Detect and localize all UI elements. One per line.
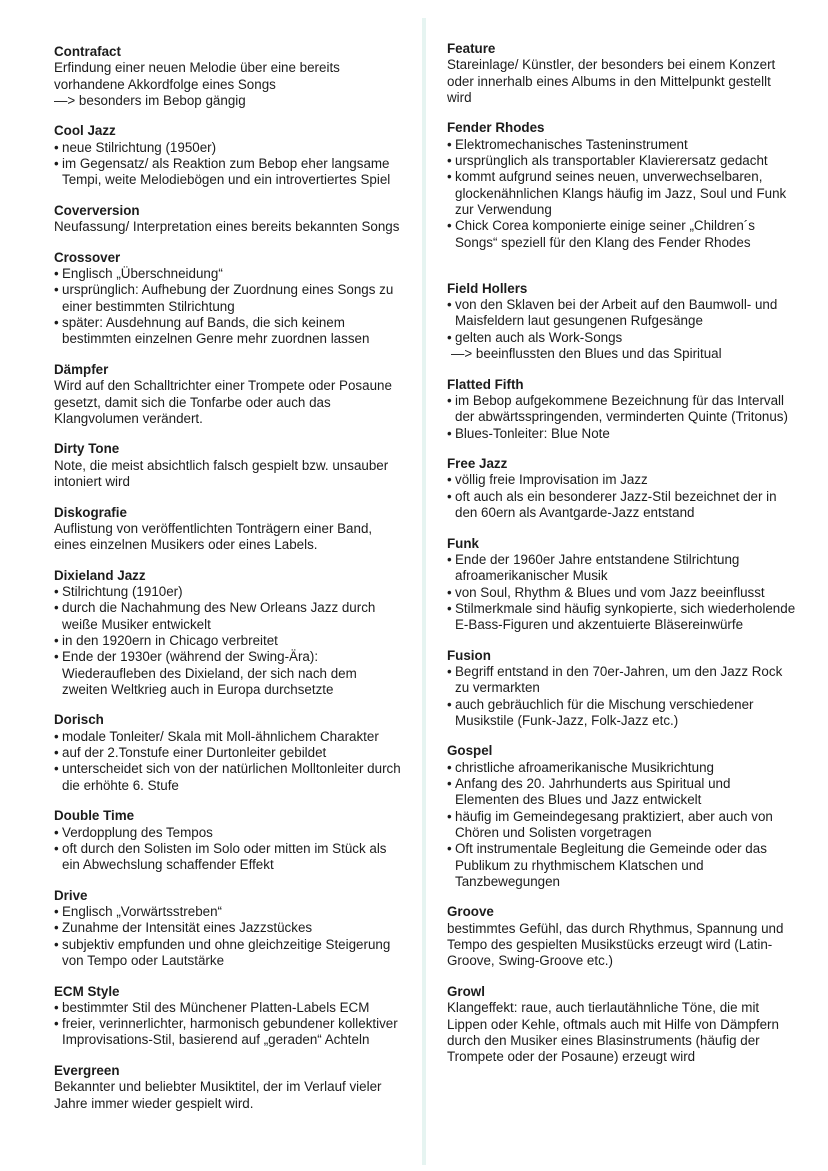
glossary-definition: Note, die meist absichtlich falsch gespielt bzw. unsauber intoniert wird xyxy=(54,457,389,490)
glossary-entry-feature xyxy=(447,41,797,106)
glossary-term: Dirty Tone xyxy=(54,441,120,457)
glossary-note: —> besonders im Bebop gängig xyxy=(54,92,246,108)
glossary-entry-funk xyxy=(447,536,797,634)
glossary-bullet: • Elektromechanisches Tasteninstrument xyxy=(447,137,797,153)
glossary-bullet-list xyxy=(54,140,404,189)
glossary-bullet: • Englisch „Vorwärtsstreben“ xyxy=(54,904,404,920)
glossary-term: ECM Style xyxy=(54,983,120,999)
glossary-entry-growl xyxy=(447,984,797,1065)
glossary-bullet: • Stilrichtung (1910er) xyxy=(54,584,404,600)
glossary-bullet: • Englisch „Überschneidung“ xyxy=(54,266,404,282)
glossary-bullet: • Verdopplung des Tempos xyxy=(54,825,404,841)
glossary-term: Fender Rhodes xyxy=(447,120,545,136)
glossary-term: Drive xyxy=(54,887,88,903)
glossary-term: Dorisch xyxy=(54,712,104,728)
glossary-definition: Bekannter und beliebter Musiktitel, der im Verlauf vieler Jahre immer wieder gespielt wird. xyxy=(54,1079,382,1111)
glossary-entry-coverversion xyxy=(54,203,404,236)
glossary-bullet-list xyxy=(447,760,797,890)
glossary-definition: Auflistung von veröffentlichten Tonträgern einer Band, eines einzelnen Musikers oder eines Labels. xyxy=(54,520,373,553)
glossary-entry-flatted-fifth xyxy=(447,377,797,442)
glossary-bullet: • völlig freie Improvisation im Jazz xyxy=(447,472,797,488)
glossary-bullet: • bestimmter Stil des Münchener Platten-Labels ECM xyxy=(54,1000,404,1016)
glossary-term: Growl xyxy=(447,983,485,999)
glossary-bullet: • oft durch den Solisten im Solo oder mitten im Stück als ein Abwechslung schaffender Effekt xyxy=(54,841,404,874)
glossary-term: Diskografie xyxy=(54,504,127,520)
glossary-bullet: • gelten auch als Work-Songs xyxy=(447,330,797,346)
glossary-bullet: • später: Ausdehnung auf Bands, die sich keinem bestimmten einzelnen Genre mehr zuordnen lassen xyxy=(54,315,404,348)
glossary-bullet-list xyxy=(447,137,797,251)
glossary-bullet-list xyxy=(447,297,797,362)
glossary-bullet-list xyxy=(54,904,404,969)
glossary-bullet: • auch gebräuchlich für die Mischung verschiedener Musikstile (Funk-Jazz, Folk-Jazz etc.) xyxy=(447,697,797,730)
glossary-entry-contrafact xyxy=(54,44,404,109)
glossary-bullet: • auf der 2.Tonstufe einer Durtonleiter gebildet xyxy=(54,745,404,761)
glossary-term: Gospel xyxy=(447,743,493,759)
glossary-entry-gospel xyxy=(447,743,797,890)
glossary-bullet-list xyxy=(447,552,797,633)
column-divider xyxy=(422,18,426,1165)
glossary-bullet: • unterscheidet sich von der natürlichen Molltonleiter durch die erhöhte 6. Stufe xyxy=(54,761,404,794)
glossary-bullet: • christliche afroamerikanische Musikrichtung xyxy=(447,760,797,776)
glossary-definition: Erfindung einer neuen Melodie über eine bereits vorhandene Akkordfolge eines Songs xyxy=(54,60,340,92)
glossary-bullet: • Chick Corea komponierte einige seiner „Children´s Songs“ speziell für den Klang des Fender Rhodes xyxy=(447,218,797,251)
glossary-entry-diskografie xyxy=(54,505,404,554)
glossary-bullet: • Begriff entstand in den 70er-Jahren, um den Jazz Rock zu vermarkten xyxy=(447,664,797,697)
glossary-entry-dirty-tone xyxy=(54,441,404,490)
glossary-bullet: • Stilmerkmale sind häufig synkopierte, sich wiederholende E-Bass-Figuren und akzentuierte Bläsereinwürfe xyxy=(447,601,797,634)
glossary-bullet: • oft auch als ein besonderer Jazz-Stil bezeichnet der in den 60ern als Avantgarde-Jazz entstand xyxy=(447,489,797,522)
glossary-entry-evergreen xyxy=(54,1063,404,1112)
glossary-term: Dixieland Jazz xyxy=(54,567,146,583)
glossary-term: Evergreen xyxy=(54,1063,120,1078)
glossary-entry-dorisch xyxy=(54,712,404,793)
glossary-term: Cool Jazz xyxy=(54,123,116,139)
glossary-entry-daempfer xyxy=(54,362,404,427)
glossary-bullet: • ursprünglich: Aufhebung der Zuordnung eines Songs zu einer bestimmten Stilrichtung xyxy=(54,282,404,315)
glossary-definition: Neufassung/ Interpretation eines bereits bekannten Songs xyxy=(54,219,400,235)
glossary-bullet: • Oft instrumentale Begleitung die Gemeinde oder das Publikum zu rhythmischem Klatschen und Tanzbewegungen xyxy=(447,841,797,890)
glossary-bullet: • im Gegensatz/ als Reaktion zum Bebop eher langsame Tempi, weite Melodiebögen und ein introvertiertes Spiel xyxy=(54,156,404,189)
glossary-bullet: • häufig im Gemeindegesang praktiziert, aber auch von Chören und Solisten vorgetragen xyxy=(447,809,797,842)
glossary-bullet: • Blues-Tonleiter: Blue Note xyxy=(447,426,797,442)
glossary-entry-drive xyxy=(54,888,404,969)
glossary-column-left xyxy=(54,44,404,1126)
glossary-definition: Stareinlage/ Künstler, der besonders bei einem Konzert oder innerhalb eines Albums in den Mittelpunkt gestellt wird xyxy=(447,57,776,105)
glossary-term: Double Time xyxy=(54,808,135,824)
glossary-entry-fender-rhodes xyxy=(447,120,797,250)
glossary-bullet: • durch die Nachahmung des New Orleans Jazz durch weiße Musiker entwickelt xyxy=(54,600,404,633)
glossary-note: —> beeinflussten den Blues und das Spiritual xyxy=(451,346,722,362)
glossary-entry-ecm-style xyxy=(54,984,404,1049)
glossary-bullet-list xyxy=(54,729,404,794)
glossary-term: Groove xyxy=(447,904,494,920)
glossary-bullet: • kommt aufgrund seines neuen, unverwechselbaren, glockenähnlichen Klangs häufig im Jazz, Soul und Funk zur Verwendung xyxy=(447,169,797,218)
glossary-bullet-list xyxy=(447,664,797,729)
glossary-bullet: • von den Sklaven bei der Arbeit auf den Baumwoll- und Maisfeldern laut gesungenen Rufgesänge xyxy=(447,297,797,330)
glossary-bullet-list xyxy=(54,825,404,874)
glossary-term: Flatted Fifth xyxy=(447,376,524,392)
glossary-entry-dixieland-jazz xyxy=(54,568,404,698)
glossary-term: Fusion xyxy=(447,647,491,663)
glossary-entry-double-time xyxy=(54,808,404,873)
glossary-bullet: • Ende der 1930er (während der Swing-Ära): Wiederaufleben des Dixieland, der sich nach dem zweiten Weltkrieg auch in Europa durchsetzte xyxy=(54,649,404,698)
glossary-bullet: • modale Tonleiter/ Skala mit Moll-ähnlichem Charakter xyxy=(54,729,404,745)
glossary-term: Free Jazz xyxy=(447,456,508,472)
glossary-column-right xyxy=(447,41,797,1080)
glossary-bullet-list xyxy=(447,393,797,442)
glossary-term: Coverversion xyxy=(54,202,140,218)
glossary-bullet: • Zunahme der Intensität eines Jazzstückes xyxy=(54,920,404,936)
glossary-entry-field-hollers xyxy=(447,281,797,362)
glossary-term: Field Hollers xyxy=(447,280,528,296)
glossary-definition: Klangeffekt: raue, auch tierlautähnliche Töne, die mit Lippen oder Kehle, oftmals auch mit Hilfe von Dämpfern durch den Musiker eines Blasinstruments (häufig der Trompete oder der Posaune) erzeugt wird xyxy=(447,1000,779,1065)
glossary-bullet-list xyxy=(54,584,404,698)
glossary-bullet: • Ende der 1960er Jahre entstandene Stilrichtung afroamerikanischer Musik xyxy=(447,552,797,585)
glossary-term: Funk xyxy=(447,535,479,551)
glossary-term: Contrafact xyxy=(54,44,121,59)
glossary-entry-crossover xyxy=(54,250,404,348)
glossary-term: Feature xyxy=(447,41,496,56)
glossary-entry-fusion xyxy=(447,648,797,729)
glossary-entry-free-jazz xyxy=(447,456,797,521)
glossary-bullet: • in den 1920ern in Chicago verbreitet xyxy=(54,633,404,649)
glossary-term: Crossover xyxy=(54,249,121,265)
glossary-bullet: • Anfang des 20. Jahrhunderts aus Spiritual und Elementen des Blues und Jazz entwickelt xyxy=(447,776,797,809)
glossary-bullet: • ursprünglich als transportabler Klavierersatz gedacht xyxy=(447,153,797,169)
glossary-entry-groove xyxy=(447,904,797,969)
glossary-bullet: • neue Stilrichtung (1950er) xyxy=(54,140,404,156)
glossary-bullet: • von Soul, Rhythm & Blues und vom Jazz beeinflusst xyxy=(447,585,797,601)
glossary-definition: Wird auf den Schalltrichter einer Trompete oder Posaune gesetzt, damit sich die Tonfarbe oder auch das Klangvolumen verändert. xyxy=(54,378,392,426)
glossary-term: Dämpfer xyxy=(54,361,109,377)
glossary-bullet: • im Bebop aufgekommene Bezeichnung für das Intervall der abwärtsspringenden, verminderten Quinte (Tritonus) xyxy=(447,393,797,426)
glossary-entry-cool-jazz xyxy=(54,123,404,188)
glossary-definition: bestimmtes Gefühl, das durch Rhythmus, Spannung und Tempo des gespielten Musikstücks erzeugt wird (Latin-Groove, Swing-Groove etc.) xyxy=(447,920,784,969)
glossary-bullet-list xyxy=(54,1000,404,1049)
glossary-bullet-list xyxy=(447,472,797,521)
glossary-bullet: • subjektiv empfunden und ohne gleichzeitige Steigerung von Tempo oder Lautstärke xyxy=(54,937,404,970)
glossary-bullet: • freier, verinnerlichter, harmonisch gebundener kollektiver Improvisations-Stil, basierend auf „geraden“ Achteln xyxy=(54,1016,404,1049)
glossary-bullet-list xyxy=(54,266,404,347)
